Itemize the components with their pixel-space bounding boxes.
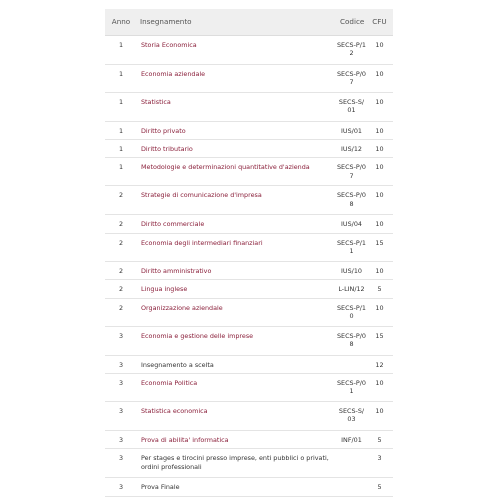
table-row xyxy=(105,326,393,355)
course-link[interactable]: Organizzazione aziendale xyxy=(137,298,337,326)
cell-anno: 3 xyxy=(105,326,137,355)
cell-cfu: 10 xyxy=(366,158,393,186)
table-row xyxy=(105,121,393,139)
header-anno: Anno xyxy=(105,9,137,35)
cell-codice: SECS-P/10 xyxy=(337,298,366,326)
course-link[interactable]: Economia e gestione delle imprese xyxy=(137,326,337,355)
table-row xyxy=(105,186,393,215)
cell-cfu: 10 xyxy=(366,35,393,64)
cell-cfu: 10 xyxy=(366,121,393,139)
course-link[interactable]: Prova di abilita' informatica xyxy=(137,430,337,448)
table-row xyxy=(105,373,393,401)
cell-cfu: 5 xyxy=(366,478,393,496)
cell-cfu: 10 xyxy=(366,215,393,233)
course-link[interactable]: Diritto privato xyxy=(137,121,337,139)
cell-anno: 3 xyxy=(105,373,137,401)
table-row xyxy=(105,478,393,496)
piano-di-studi-table xyxy=(105,9,393,497)
table-row xyxy=(105,298,393,326)
table-row xyxy=(105,64,393,92)
course-link[interactable]: Statistica xyxy=(137,92,337,121)
course-link[interactable]: Economia degli intermediari finanziari xyxy=(137,233,337,261)
course-link[interactable]: Strategie di comunicazione d'impresa xyxy=(137,186,337,215)
cell-anno: 1 xyxy=(105,139,137,157)
cell-cfu: 5 xyxy=(366,430,393,448)
table-header-row xyxy=(105,9,393,35)
cell-cfu: 10 xyxy=(366,298,393,326)
cell-codice: SECS-P/07 xyxy=(337,64,366,92)
cell-codice: IUS/04 xyxy=(337,215,366,233)
cell-cfu: 10 xyxy=(366,139,393,157)
cell-codice: SECS-S/01 xyxy=(337,92,366,121)
table-row xyxy=(105,35,393,64)
table-row xyxy=(105,261,393,279)
cell-cfu: 3 xyxy=(366,449,393,478)
cell-codice: L-LIN/12 xyxy=(337,280,366,298)
cell-codice: SECS-P/08 xyxy=(337,326,366,355)
cell-anno: 3 xyxy=(105,449,137,478)
cell-anno: 3 xyxy=(105,355,137,373)
cell-anno: 2 xyxy=(105,280,137,298)
table-row xyxy=(105,430,393,448)
cell-anno: 1 xyxy=(105,35,137,64)
cell-anno: 1 xyxy=(105,64,137,92)
header-codice: Codice xyxy=(337,9,366,35)
course-link[interactable]: Economia aziendale xyxy=(137,64,337,92)
cell-cfu: 10 xyxy=(366,261,393,279)
course-link[interactable]: Economia Politica xyxy=(137,373,337,401)
table-row xyxy=(105,355,393,373)
course-link[interactable]: Diritto tributario xyxy=(137,139,337,157)
cell-cfu: 10 xyxy=(366,92,393,121)
table-row xyxy=(105,233,393,261)
cell-anno: 3 xyxy=(105,430,137,448)
cell-codice: SECS-P/01 xyxy=(337,373,366,401)
cell-insegnamento: Prova Finale xyxy=(137,478,337,496)
course-link[interactable]: Statistica economica xyxy=(137,401,337,430)
cell-codice: SECS-P/12 xyxy=(337,35,366,64)
cell-codice: IUS/01 xyxy=(337,121,366,139)
cell-codice xyxy=(337,478,366,496)
cell-codice: SECS-P/11 xyxy=(337,233,366,261)
cell-anno: 1 xyxy=(105,92,137,121)
header-cfu: CFU xyxy=(366,9,393,35)
cell-anno: 3 xyxy=(105,478,137,496)
course-link[interactable]: Lingua inglese xyxy=(137,280,337,298)
table-row xyxy=(105,280,393,298)
cell-codice: SECS-P/08 xyxy=(337,186,366,215)
cell-codice: SECS-P/07 xyxy=(337,158,366,186)
cell-cfu: 10 xyxy=(366,401,393,430)
table-row xyxy=(105,449,393,478)
table-row xyxy=(105,92,393,121)
cell-cfu: 15 xyxy=(366,233,393,261)
cell-cfu: 10 xyxy=(366,186,393,215)
table-row xyxy=(105,158,393,186)
cell-codice xyxy=(337,449,366,478)
cell-anno: 2 xyxy=(105,261,137,279)
header-insegnamento: Insegnamento xyxy=(137,9,337,35)
cell-cfu: 10 xyxy=(366,64,393,92)
cell-codice: IUS/12 xyxy=(337,139,366,157)
table-row xyxy=(105,401,393,430)
course-link[interactable]: Diritto amministrativo xyxy=(137,261,337,279)
cell-codice: INF/01 xyxy=(337,430,366,448)
course-link[interactable]: Metodologie e determinazioni quantitative d'azienda xyxy=(137,158,337,186)
cell-codice: SECS-S/03 xyxy=(337,401,366,430)
cell-anno: 3 xyxy=(105,401,137,430)
cell-cfu: 12 xyxy=(366,355,393,373)
cell-anno: 1 xyxy=(105,121,137,139)
cell-anno: 2 xyxy=(105,215,137,233)
cell-codice xyxy=(337,355,366,373)
cell-anno: 1 xyxy=(105,158,137,186)
cell-anno: 2 xyxy=(105,298,137,326)
cell-anno: 2 xyxy=(105,233,137,261)
cell-cfu: 15 xyxy=(366,326,393,355)
piano-di-studi-table-wrapper xyxy=(105,9,393,497)
cell-cfu: 5 xyxy=(366,280,393,298)
cell-cfu: 10 xyxy=(366,373,393,401)
cell-codice: IUS/10 xyxy=(337,261,366,279)
cell-insegnamento: Per stages e tirocini presso imprese, enti pubblici o privati, ordini professionali xyxy=(137,449,337,478)
course-link[interactable]: Storia Economica xyxy=(137,35,337,64)
course-link[interactable]: Diritto commerciale xyxy=(137,215,337,233)
table-row xyxy=(105,139,393,157)
table-body xyxy=(105,35,393,496)
cell-anno: 2 xyxy=(105,186,137,215)
cell-insegnamento: Insegnamento a scelta xyxy=(137,355,337,373)
table-row xyxy=(105,215,393,233)
